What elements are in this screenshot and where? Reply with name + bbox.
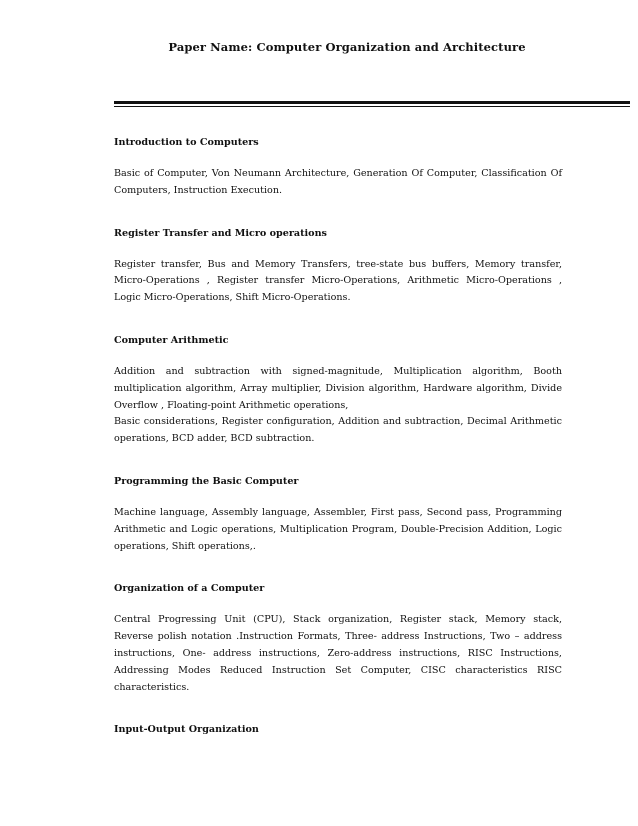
header-rule-thin (114, 106, 630, 107)
section-paragraph: Central Progressing Unit (CPU), Stack organization, Register stack, Memory stack, Reverse polish notation .Instruction Formats, Three- address Instructions, Two – address instructions, One- address instructions, Zero-address instructions, RISC Instructions, Addressing Modes Reduced Instruction Set Computer, CISC characteristics RISC characteristics. (114, 614, 562, 693)
section-register-transfer (114, 227, 562, 307)
section-organization-of-computer (114, 582, 562, 696)
section-heading: Computer Arithmetic (114, 334, 229, 346)
section-body (114, 612, 562, 696)
section-heading: Register Transfer and Micro operations (114, 227, 327, 239)
section-paragraph: Register transfer, Bus and Memory Transfers, tree-state bus buffers, Memory transfer, Micro-Operations , Register transfer Micro-Operations, Arithmetic Micro-Operations , Logic Micro-Operations, Shift Micro-Operations. (114, 258, 562, 304)
section-body (114, 364, 562, 448)
syllabus-content (114, 136, 562, 764)
section-paragraph: Basic considerations, Register configuration, Addition and subtraction, Decimal Arithmetic operations, BCD adder, BCD subtraction. (114, 416, 562, 445)
section-heading: Organization of a Computer (114, 583, 265, 595)
header-rule-thick (114, 101, 630, 104)
section-programming-basic-computer (114, 475, 562, 555)
section-heading: Introduction to Computers (114, 137, 259, 148)
page-title: Paper Name: Computer Organization and Architecture (168, 40, 526, 54)
section-computer-arithmetic (114, 334, 562, 448)
section-paragraph: Machine language, Assembly language, Assembler, First pass, Second pass, Programming Arithmetic and Logic operations, Multiplication Program, Double-Precision Addition, Logic operations, Shift operations,. (114, 506, 562, 552)
section-body (114, 257, 562, 307)
header-double-rule (114, 101, 630, 107)
section-body (114, 166, 562, 200)
section-heading: Programming the Basic Computer (114, 475, 299, 487)
section-paragraph: Addition and subtraction with signed-magnitude, Multiplication algorithm, Booth multiplication algorithm, Array multiplier, Division algorithm, Hardware algorithm, Divide Overflow , Floating-point Arithmetic operations, (114, 365, 562, 411)
section-body (114, 505, 562, 555)
section-paragraph: Basic of Computer, Von Neumann Architecture, Generation Of Computer, Classification Of Computers, Instruction Execution. (114, 168, 562, 196)
section-introduction-to-computers (114, 136, 562, 200)
section-input-output-organization (114, 723, 562, 737)
section-heading: Input-Output Organization (114, 724, 259, 736)
